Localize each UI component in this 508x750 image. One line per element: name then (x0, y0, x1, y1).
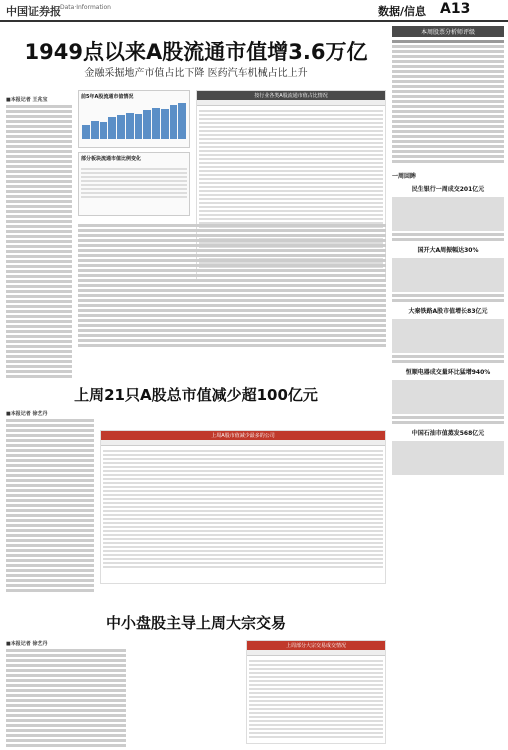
sidebar-item-title: 恒顺电器成交量环比猛增940% (405, 369, 491, 376)
chart-lines (79, 164, 189, 202)
bar-8 (143, 110, 151, 139)
newspaper-logo: 中国证券报 (6, 5, 61, 18)
section-title: 数据/信息 (378, 5, 427, 18)
block-trade-table (246, 640, 386, 744)
table-title: 上周A股市值减少最多的公司 (101, 431, 385, 440)
chart-market-value (78, 90, 190, 148)
bar-1 (82, 125, 90, 139)
stock-chart-thumbnail (392, 258, 504, 292)
text-block (392, 294, 504, 302)
bar-9 (152, 108, 160, 139)
text-block (6, 419, 94, 592)
bar-4 (108, 117, 116, 139)
text-block (6, 105, 72, 378)
sidebar-item-title: 国开大A周振幅达30% (417, 247, 479, 254)
analyst-rating-title: 本周股票分析师评级 (392, 26, 504, 37)
bar-series (82, 103, 186, 139)
second-byline: ■本报记者 徐艺丹 (6, 411, 48, 417)
stock-chart-thumbnail (392, 380, 504, 414)
stock-chart-thumbnail (392, 197, 504, 231)
text-block (392, 416, 504, 424)
text-block (78, 224, 386, 347)
bar-12 (178, 103, 186, 139)
second-headline: 上周21只A股总市值减少超100亿元 (74, 386, 318, 404)
bar-3 (100, 122, 108, 139)
table-rows (101, 446, 385, 572)
bar-7 (135, 114, 143, 139)
bar-6 (126, 113, 134, 139)
lead-byline: ■本报记者 王兆宝 (6, 97, 48, 103)
bar-2 (91, 121, 99, 139)
rating-table (392, 40, 504, 163)
text-block (6, 649, 126, 747)
third-headline: 中小盘股主导上周大宗交易 (105, 614, 286, 632)
stock-chart-thumbnail (392, 319, 504, 353)
bar-5 (117, 115, 125, 139)
text-block (392, 233, 504, 241)
text-block (392, 355, 504, 363)
bar-10 (161, 109, 169, 139)
decrease-table (100, 430, 386, 584)
sidebar-item-title: 大秦铁路A股市值增长83亿元 (408, 308, 488, 315)
chart-title: 前5年A股流通市值情况 (81, 94, 134, 100)
weekly-title: 一周回眸 (392, 173, 417, 180)
masthead-subtitle: Data·Information (60, 4, 111, 11)
bar-11 (170, 105, 178, 139)
table-rows (247, 656, 385, 742)
masthead (0, 0, 508, 22)
chart-sector-change (78, 152, 190, 216)
table-title: 按行业各类A股流通市值占比情况 (197, 91, 385, 100)
third-byline: ■本报记者 徐艺丹 (6, 641, 48, 647)
sidebar-item-title: 民生银行一周成交201亿元 (411, 186, 485, 193)
table-title: 上周部分大宗交易成交情况 (247, 641, 385, 650)
lead-body (78, 222, 386, 349)
chart-title-2: 部分板块流通市值比例变化 (81, 156, 142, 162)
sidebar-item-title: 中国石油市值蒸发568亿元 (411, 430, 485, 437)
lead-deck: 金融采掘地产市值占比下降 医药汽车机械占比上升 (84, 68, 308, 79)
lead-headline: 1949点以来A股流通市值增3.6万亿 (24, 40, 368, 64)
stock-chart-thumbnail (392, 441, 504, 475)
right-column (392, 26, 504, 477)
third-column-1 (6, 640, 126, 749)
lead-column-1 (6, 96, 72, 380)
page-number: A13 (440, 1, 471, 17)
second-column-1 (6, 410, 94, 594)
